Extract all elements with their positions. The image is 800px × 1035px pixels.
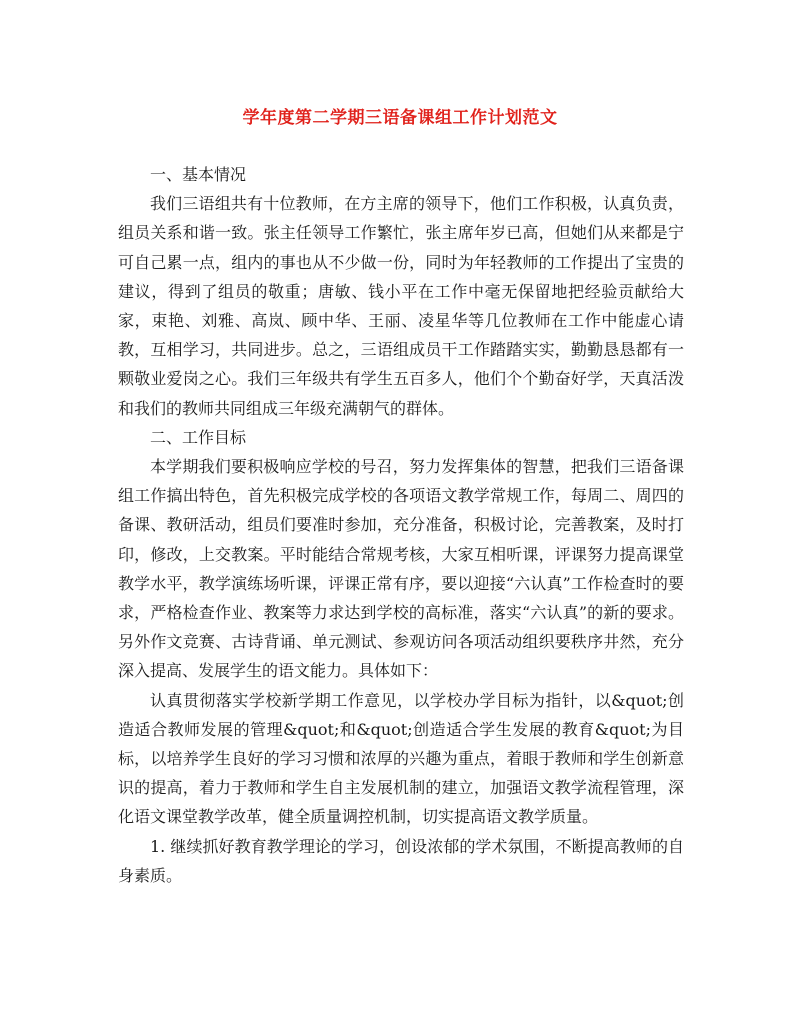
paragraph-guidelines: 认真贯彻落实学校新学期工作意见，以学校办学目标为指针，以&quot;创造适合教师发展的管理&quot;和&quot;创造适合学生发展的教育&quot;为目标，以培养学生良好的学习习惯和浓厚的兴趣为重点，着眼于教师和学生创新意识的提高，着力于教师和学生自主发展机制的建立，加强语文教学流程管理，深化语文课堂教学改革，健全质量调控机制，切实提高语文教学质量。 [118, 690, 684, 827]
paragraph-item-1: 1. 继续抓好教育教学理论的学习，创设浓郁的学术氛围，不断提高教师的自身素质。 [118, 836, 684, 885]
paragraph-work-goals: 本学期我们要积极响应学校的号召，努力发挥集体的智慧，把我们三语备课组工作搞出特色，首先积极完成学校的各项语文教学常规工作，每周二、周四的备课、教研活动，组员们要准时参加，充分准备，积极讨论，完善教案，及时打印，修改，上交教案。平时能结合常规考核，大家互相听课，评课努力提高课堂教学水平，教学演练场听课，评课正常有序，要以迎接“六认真”工作检查时的要求，严格检查作业、教案等力求达到学校的高标准，落实“六认真”的新的要求。另外作文竞赛、古诗背诵、单元测试、参观访问各项活动组织要秩序井然，充分深入提高、发展学生的语文能力。具体如下： [118, 457, 684, 681]
section-heading-basic-situation: 一、基本情况 [150, 165, 247, 184]
document-title: 学年度第二学期三语备课组工作计划范文 [242, 108, 558, 128]
section-heading-work-goals: 二、工作目标 [150, 427, 247, 447]
paragraph-basic-situation: 我们三语组共有十位教师，在方主席的领导下，他们工作积极，认真负责，组员关系和谐一致。张主任领导工作繁忙，张主席年岁已高，但她们从来都是宁可自己累一点，组内的事也从不少做一份，同时为年轻教师的工作提出了宝贵的建议，得到了组员的敬重；唐敏、钱小平在工作中毫无保留地把经验贡献给大家，束艳、刘雅、高岚、顾中华、王丽、凌星华等几位教师在工作中能虚心请教，互相学习，共同进步。总之，三语组成员干工作踏踏实实，勤勤恳恳都有一颗敬业爱岗之心。我们三年级共有学生五百多人，他们个个勤奋好学，天真活泼和我们的教师共同组成三年级充满朝气的群体。 [118, 194, 684, 418]
document-body [118, 160, 684, 890]
